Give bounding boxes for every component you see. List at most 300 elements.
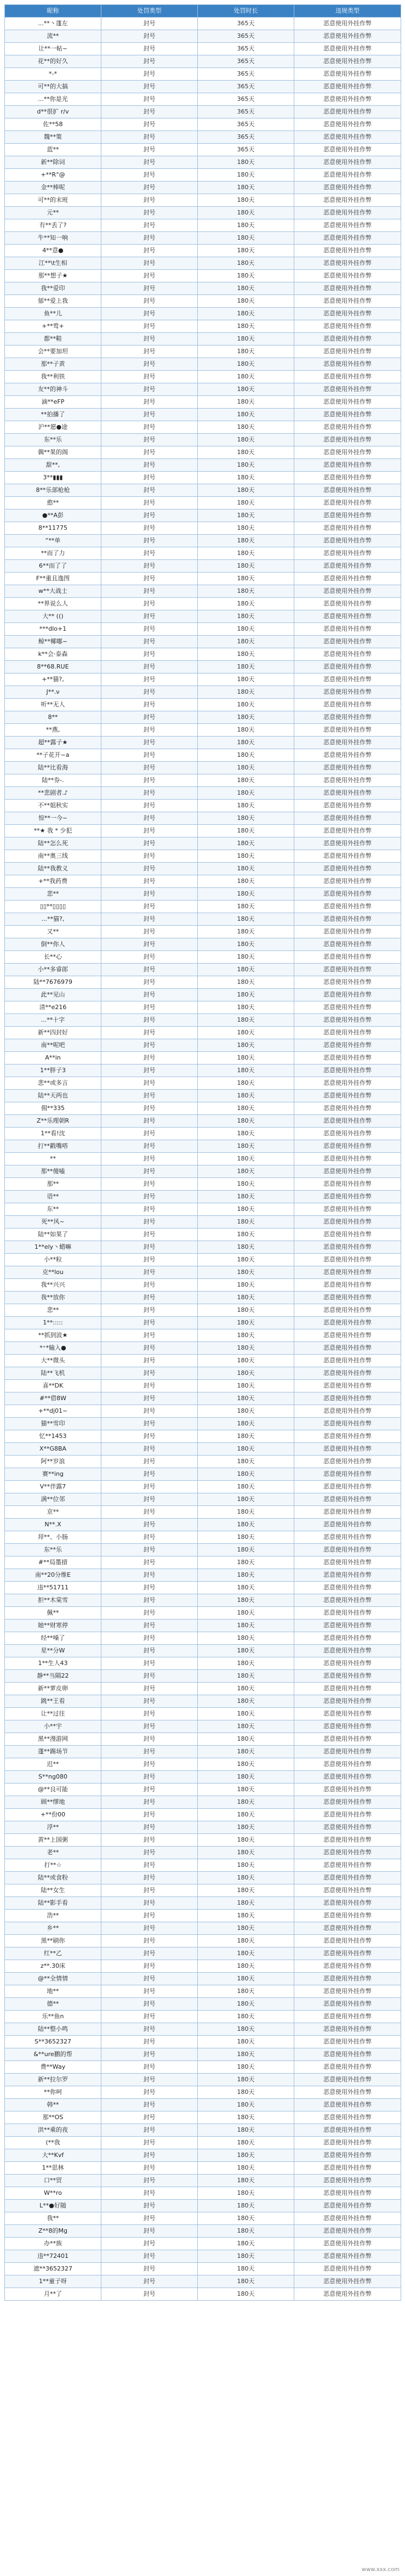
penalty-type-cell: 封号 xyxy=(101,812,198,825)
penalty-type-cell: 封号 xyxy=(101,1922,198,1935)
nickname-cell: 1**生人43 xyxy=(5,1657,101,1670)
table-row xyxy=(5,106,401,118)
violation-type-cell: 恶意使用外挂作弊 xyxy=(294,825,401,837)
table-row xyxy=(5,2074,401,2086)
nickname-cell: 猫**雪印 xyxy=(5,1418,101,1430)
table-row xyxy=(5,976,401,989)
nickname-cell: 牛**知一响 xyxy=(5,232,101,245)
nickname-cell: 东**乐 xyxy=(5,1544,101,1556)
penalty-duration-cell: 180天 xyxy=(198,1178,294,1191)
nickname-cell: N**.X xyxy=(5,1519,101,1531)
table-row xyxy=(5,1620,401,1632)
penalty-duration-cell: 180天 xyxy=(198,1695,294,1708)
violation-type-cell: 恶意使用外挂作弊 xyxy=(294,1065,401,1077)
table-row xyxy=(5,875,401,888)
penalty-duration-cell: 180天 xyxy=(198,2187,294,2200)
nickname-cell: 滴**eFP xyxy=(5,396,101,409)
violation-type-cell: 恶意使用外挂作弊 xyxy=(294,1506,401,1519)
table-row xyxy=(5,55,401,68)
penalty-type-cell: 封号 xyxy=(101,1657,198,1670)
penalty-duration-cell: 180天 xyxy=(198,522,294,535)
violation-type-cell: 恶意使用外挂作弊 xyxy=(294,131,401,144)
nickname-cell: A**in xyxy=(5,1052,101,1065)
penalty-type-cell: 封号 xyxy=(101,724,198,737)
violation-type-cell: 恶意使用外挂作弊 xyxy=(294,68,401,81)
violation-type-cell: 恶意使用外挂作弊 xyxy=(294,1052,401,1065)
violation-type-cell: 恶意使用外挂作弊 xyxy=(294,2275,401,2288)
penalty-type-cell: 封号 xyxy=(101,976,198,989)
penalty-duration-cell: 180天 xyxy=(198,295,294,308)
penalty-type-cell: 封号 xyxy=(101,1443,198,1456)
penalty-type-cell: 封号 xyxy=(101,1796,198,1809)
penalty-duration-cell: 180天 xyxy=(198,2175,294,2187)
nickname-cell: 东**乐 xyxy=(5,434,101,446)
table-row xyxy=(5,749,401,762)
violation-type-cell: 恶意使用外挂作弊 xyxy=(294,106,401,118)
penalty-duration-cell: 180天 xyxy=(198,1771,294,1784)
table-row xyxy=(5,18,401,30)
nickname-cell: 友**的神斗 xyxy=(5,383,101,396)
table-row xyxy=(5,2011,401,2023)
penalty-duration-cell: 180天 xyxy=(198,1531,294,1544)
violation-type-cell: 恶意使用外挂作弊 xyxy=(294,2263,401,2275)
nickname-cell: 江**\t生相 xyxy=(5,257,101,270)
penalty-type-cell: 封号 xyxy=(101,459,198,472)
nickname-cell: ●**A彭 xyxy=(5,509,101,522)
penalty-type-cell: 封号 xyxy=(101,522,198,535)
penalty-duration-cell: 180天 xyxy=(198,459,294,472)
nickname-cell: 星**分W xyxy=(5,1645,101,1657)
penalty-duration-cell: 180天 xyxy=(198,245,294,257)
violation-type-cell: 恶意使用外挂作弊 xyxy=(294,938,401,951)
table-row xyxy=(5,573,401,585)
penalty-duration-cell: 180天 xyxy=(198,1102,294,1115)
violation-type-cell: 恶意使用外挂作弊 xyxy=(294,1910,401,1922)
penalty-type-cell: 封号 xyxy=(101,245,198,257)
penalty-duration-cell: 180天 xyxy=(198,1708,294,1720)
nickname-cell: ...**丶蓬左 xyxy=(5,18,101,30)
penalty-duration-cell: 180天 xyxy=(198,1998,294,2011)
penalty-duration-cell: 180天 xyxy=(198,2137,294,2149)
nickname-cell: 陆**怎么死 xyxy=(5,837,101,850)
violation-type-cell: 恶意使用外挂作弊 xyxy=(294,636,401,648)
penalty-duration-cell: 180天 xyxy=(198,1329,294,1342)
penalty-duration-cell: 180天 xyxy=(198,1052,294,1065)
penalty-type-cell: 封号 xyxy=(101,383,198,396)
penalty-type-cell: 封号 xyxy=(101,2263,198,2275)
violation-type-cell: 恶意使用外挂作弊 xyxy=(294,610,401,623)
violation-type-cell: 恶意使用外挂作弊 xyxy=(294,2086,401,2099)
nickname-cell: 黑**漫游网 xyxy=(5,1733,101,1746)
penalty-duration-cell: 180天 xyxy=(198,2162,294,2175)
penalty-type-cell: 封号 xyxy=(101,1998,198,2011)
nickname-cell: 长**心 xyxy=(5,951,101,964)
violation-type-cell: 恶意使用外挂作弊 xyxy=(294,1746,401,1758)
penalty-type-cell: 封号 xyxy=(101,1392,198,1405)
violation-type-cell: 恶意使用外挂作弊 xyxy=(294,547,401,560)
penalty-duration-cell: 180天 xyxy=(198,2111,294,2124)
violation-type-cell: 恶意使用外挂作弊 xyxy=(294,358,401,371)
violation-type-cell: 恶意使用外挂作弊 xyxy=(294,1165,401,1178)
penalty-type-cell: 封号 xyxy=(101,661,198,673)
penalty-type-cell: 封号 xyxy=(101,2275,198,2288)
penalty-type-cell: 封号 xyxy=(101,1090,198,1102)
penalty-type-cell: 封号 xyxy=(101,711,198,724)
penalty-duration-cell: 180天 xyxy=(198,2275,294,2288)
table-row xyxy=(5,1796,401,1809)
violation-type-cell: 恶意使用外挂作弊 xyxy=(294,1090,401,1102)
table-row xyxy=(5,926,401,938)
penalty-duration-cell: 180天 xyxy=(198,1493,294,1506)
violation-type-cell: 恶意使用外挂作弊 xyxy=(294,371,401,383)
violation-type-cell: 恶意使用外挂作弊 xyxy=(294,837,401,850)
violation-type-cell: 恶意使用外挂作弊 xyxy=(294,1821,401,1834)
table-row xyxy=(5,1443,401,1456)
violation-type-cell: 恶意使用外挂作弊 xyxy=(294,1430,401,1443)
penalty-type-cell: 封号 xyxy=(101,106,198,118)
nickname-cell: 小**宇 xyxy=(5,1720,101,1733)
penalty-duration-cell: 180天 xyxy=(198,774,294,787)
violation-type-cell: 恶意使用外挂作弊 xyxy=(294,522,401,535)
violation-type-cell: 恶意使用外挂作弊 xyxy=(294,1998,401,2011)
table-row xyxy=(5,156,401,169)
table-row xyxy=(5,409,401,421)
nickname-cell: 让**过往 xyxy=(5,1708,101,1720)
table-row xyxy=(5,2149,401,2162)
penalty-duration-cell: 365天 xyxy=(198,144,294,156)
nickname-cell: 月**了 xyxy=(5,2288,101,2301)
penalty-type-cell: 封号 xyxy=(101,1670,198,1683)
penalty-duration-cell: 180天 xyxy=(198,346,294,358)
penalty-type-cell: 封号 xyxy=(101,2175,198,2187)
nickname-cell: ** xyxy=(5,1153,101,1165)
penalty-duration-cell: 180天 xyxy=(198,648,294,661)
violation-type-cell: 恶意使用外挂作弊 xyxy=(294,1418,401,1430)
penalty-duration-cell: 180天 xyxy=(198,1960,294,1973)
table-row xyxy=(5,2275,401,2288)
nickname-cell: 蓝** xyxy=(5,144,101,156)
table-row xyxy=(5,2023,401,2036)
penalty-duration-cell: 180天 xyxy=(198,989,294,1001)
table-row xyxy=(5,1077,401,1090)
table-row xyxy=(5,1847,401,1859)
table-row xyxy=(5,1216,401,1228)
penalty-duration-cell: 180天 xyxy=(198,1077,294,1090)
violation-type-cell: 恶意使用外挂作弊 xyxy=(294,81,401,93)
table-row xyxy=(5,1342,401,1355)
table-row xyxy=(5,68,401,81)
penalty-duration-cell: 180天 xyxy=(198,686,294,699)
table-row xyxy=(5,1821,401,1834)
table-row xyxy=(5,2099,401,2111)
table-row xyxy=(5,1998,401,2011)
table-row xyxy=(5,1897,401,1910)
violation-type-cell: 恶意使用外挂作弊 xyxy=(294,1973,401,1985)
table-row xyxy=(5,1947,401,1960)
violation-type-cell: 恶意使用外挂作弊 xyxy=(294,1645,401,1657)
violation-type-cell: 恶意使用外挂作弊 xyxy=(294,156,401,169)
penalty-duration-cell: 180天 xyxy=(198,1392,294,1405)
nickname-cell: 喜**DK xyxy=(5,1380,101,1392)
violation-type-cell: 恶意使用外挂作弊 xyxy=(294,812,401,825)
nickname-cell: **拍播了 xyxy=(5,409,101,421)
penalty-duration-cell: 180天 xyxy=(198,1645,294,1657)
penalty-type-cell: 封号 xyxy=(101,2200,198,2212)
nickname-cell: 那**OS xyxy=(5,2111,101,2124)
violation-type-cell: 恶意使用外挂作弊 xyxy=(294,2099,401,2111)
penalty-duration-cell: 180天 xyxy=(198,1834,294,1847)
table-row xyxy=(5,1544,401,1556)
violation-type-cell: 恶意使用外挂作弊 xyxy=(294,2250,401,2263)
nickname-cell: k**会·泰森 xyxy=(5,648,101,661)
penalty-duration-cell: 180天 xyxy=(198,749,294,762)
penalty-duration-cell: 180天 xyxy=(198,1014,294,1027)
violation-type-cell: 恶意使用外挂作弊 xyxy=(294,1191,401,1203)
violation-type-cell: 恶意使用外挂作弊 xyxy=(294,1708,401,1720)
penalty-type-cell: 封号 xyxy=(101,1140,198,1153)
nickname-cell: 沪**愿●途 xyxy=(5,421,101,434)
penalty-duration-cell: 180天 xyxy=(198,358,294,371)
table-row xyxy=(5,636,401,648)
violation-type-cell: 恶意使用外挂作弊 xyxy=(294,1733,401,1746)
table-row xyxy=(5,1065,401,1077)
nickname-cell: z**.30床 xyxy=(5,1960,101,1973)
penalty-type-cell: 封号 xyxy=(101,1569,198,1582)
table-row xyxy=(5,1405,401,1418)
violation-type-cell: 恶意使用外挂作弊 xyxy=(294,1355,401,1367)
violation-type-cell: 恶意使用外挂作弊 xyxy=(294,711,401,724)
penalty-type-cell: 封号 xyxy=(101,749,198,762)
nickname-cell: **抓到波★ xyxy=(5,1329,101,1342)
table-row xyxy=(5,1809,401,1821)
penalty-duration-cell: 180天 xyxy=(198,1367,294,1380)
nickname-cell: *-* xyxy=(5,68,101,81)
table-row xyxy=(5,93,401,106)
penalty-duration-cell: 365天 xyxy=(198,18,294,30)
penalty-type-cell: 封号 xyxy=(101,1556,198,1569)
penalty-type-cell: 封号 xyxy=(101,1910,198,1922)
nickname-cell: 3**▮▮▮ xyxy=(5,472,101,484)
nickname-cell: V**伴露7 xyxy=(5,1481,101,1493)
penalty-type-cell: 封号 xyxy=(101,1329,198,1342)
nickname-cell: 陆**7676979 xyxy=(5,976,101,989)
penalty-duration-cell: 180天 xyxy=(198,446,294,459)
nickname-cell: Z**乐理朝R xyxy=(5,1115,101,1128)
penalty-type-cell: 封号 xyxy=(101,1418,198,1430)
nickname-cell: 1**童子呀 xyxy=(5,2275,101,2288)
nickname-cell: **燕, xyxy=(5,724,101,737)
penalty-type-cell: 封号 xyxy=(101,2074,198,2086)
penalty-duration-cell: 180天 xyxy=(198,1266,294,1279)
table-row xyxy=(5,1733,401,1746)
violation-type-cell: 恶意使用外挂作弊 xyxy=(294,1153,401,1165)
violation-type-cell: 恶意使用外挂作弊 xyxy=(294,1392,401,1405)
table-row xyxy=(5,371,401,383)
penalty-duration-cell: 180天 xyxy=(198,1430,294,1443)
penalty-type-cell: 封号 xyxy=(101,585,198,598)
violation-type-cell: 恶意使用外挂作弊 xyxy=(294,737,401,749)
header-nickname: 昵称 xyxy=(5,5,101,18)
nickname-cell: 陆**整小鸣 xyxy=(5,2023,101,2036)
nickname-cell: W**ro xyxy=(5,2187,101,2200)
penalty-type-cell: 封号 xyxy=(101,1001,198,1014)
penalty-type-cell: 封号 xyxy=(101,2011,198,2023)
penalty-type-cell: 封号 xyxy=(101,1165,198,1178)
penalty-type-cell: 封号 xyxy=(101,18,198,30)
penalty-duration-cell: 180天 xyxy=(198,1456,294,1468)
penalty-type-cell: 封号 xyxy=(101,863,198,875)
penalty-type-cell: 封号 xyxy=(101,1367,198,1380)
table-row xyxy=(5,737,401,749)
nickname-cell: 老** xyxy=(5,1847,101,1859)
penalty-type-cell: 封号 xyxy=(101,623,198,636)
penalty-type-cell: 封号 xyxy=(101,888,198,901)
nickname-cell: 8**乐部枪枪 xyxy=(5,484,101,497)
table-row xyxy=(5,1695,401,1708)
table-row xyxy=(5,1708,401,1720)
table-row xyxy=(5,774,401,787)
penalty-type-cell: 封号 xyxy=(101,484,198,497)
penalty-duration-cell: 180天 xyxy=(198,409,294,421)
penalty-type-cell: 封号 xyxy=(101,1342,198,1355)
table-row xyxy=(5,610,401,623)
nickname-cell: 新**四封好 xyxy=(5,1027,101,1039)
nickname-cell: 清**e216 xyxy=(5,1001,101,1014)
penalty-duration-cell: 180天 xyxy=(198,1821,294,1834)
table-row xyxy=(5,888,401,901)
violation-type-cell: 恶意使用外挂作弊 xyxy=(294,1367,401,1380)
nickname-cell: 陆**天两也 xyxy=(5,1090,101,1102)
nickname-cell: 语** xyxy=(5,1191,101,1203)
nickname-cell: ...**十字 xyxy=(5,1014,101,1027)
nickname-cell: 1**::::: xyxy=(5,1317,101,1329)
table-row xyxy=(5,1241,401,1254)
table-row xyxy=(5,1960,401,1973)
nickname-cell: 甜**, xyxy=(5,459,101,472)
penalty-duration-cell: 180天 xyxy=(198,1443,294,1456)
violation-type-cell: 恶意使用外挂作弊 xyxy=(294,1884,401,1897)
penalty-duration-cell: 180天 xyxy=(198,1317,294,1329)
penalty-type-cell: 封号 xyxy=(101,2061,198,2074)
violation-type-cell: 恶意使用外挂作弊 xyxy=(294,2149,401,2162)
penalty-duration-cell: 180天 xyxy=(198,1683,294,1695)
nickname-cell: 那** xyxy=(5,1178,101,1191)
penalty-list xyxy=(4,4,401,2301)
nickname-cell: 办**族 xyxy=(5,2238,101,2250)
table-row xyxy=(5,1985,401,1998)
table-row xyxy=(5,2263,401,2275)
nickname-cell: ▯▯**▯▯▯▯ xyxy=(5,901,101,913)
nickname-cell: S**3652327 xyxy=(5,2036,101,2048)
violation-type-cell: 恶意使用外挂作弊 xyxy=(294,1405,401,1418)
penalty-type-cell: 封号 xyxy=(101,1683,198,1695)
nickname-cell: 大** (() xyxy=(5,610,101,623)
table-row xyxy=(5,169,401,182)
violation-type-cell: 恶意使用外挂作弊 xyxy=(294,1947,401,1960)
penalty-duration-cell: 180天 xyxy=(198,812,294,825)
penalty-type-cell: 封号 xyxy=(101,144,198,156)
table-row xyxy=(5,1556,401,1569)
violation-type-cell: 恶意使用外挂作弊 xyxy=(294,1292,401,1304)
penalty-duration-cell: 180天 xyxy=(198,1985,294,1998)
penalty-duration-cell: 180天 xyxy=(198,1947,294,1960)
nickname-cell: 会**要加坦 xyxy=(5,346,101,358)
nickname-cell: @**良可能 xyxy=(5,1784,101,1796)
nickname-cell: 死**风~ xyxy=(5,1216,101,1228)
table-row xyxy=(5,623,401,636)
table-row xyxy=(5,1367,401,1380)
table-row xyxy=(5,1014,401,1027)
table-row xyxy=(5,270,401,282)
violation-type-cell: 恶意使用外挂作弊 xyxy=(294,1254,401,1266)
penalty-duration-cell: 180天 xyxy=(198,1809,294,1821)
table-row xyxy=(5,232,401,245)
violation-type-cell: 恶意使用外挂作弊 xyxy=(294,749,401,762)
violation-type-cell: 恶意使用外挂作弊 xyxy=(294,1758,401,1771)
penalty-type-cell: 封号 xyxy=(101,1594,198,1607)
nickname-cell: 我**兴兴 xyxy=(5,1279,101,1292)
table-row xyxy=(5,1052,401,1065)
penalty-type-cell: 封号 xyxy=(101,1468,198,1481)
penalty-duration-cell: 180天 xyxy=(198,1279,294,1292)
nickname-cell: 8**11775 xyxy=(5,522,101,535)
violation-type-cell: 恶意使用外挂作弊 xyxy=(294,661,401,673)
violation-type-cell: 恶意使用外挂作弊 xyxy=(294,2074,401,2086)
penalty-type-cell: 封号 xyxy=(101,737,198,749)
violation-type-cell: 恶意使用外挂作弊 xyxy=(294,673,401,686)
penalty-type-cell: 封号 xyxy=(101,81,198,93)
penalty-type-cell: 封号 xyxy=(101,219,198,232)
penalty-type-cell: 封号 xyxy=(101,1266,198,1279)
nickname-cell: ...**猫?, xyxy=(5,913,101,926)
penalty-type-cell: 封号 xyxy=(101,1430,198,1443)
nickname-cell: **而了力 xyxy=(5,547,101,560)
table-row xyxy=(5,560,401,573)
nickname-cell: 花**的好久 xyxy=(5,55,101,68)
nickname-cell: 遮**3652327 xyxy=(5,2263,101,2275)
nickname-cell: 东** xyxy=(5,1203,101,1216)
penalty-duration-cell: 180天 xyxy=(198,888,294,901)
nickname-cell: #**借8W xyxy=(5,1392,101,1405)
penalty-type-cell: 封号 xyxy=(101,1027,198,1039)
table-row xyxy=(5,1430,401,1443)
penalty-type-cell: 封号 xyxy=(101,2288,198,2301)
penalty-duration-cell: 180天 xyxy=(198,762,294,774)
penalty-type-cell: 封号 xyxy=(101,1708,198,1720)
violation-type-cell: 恶意使用外挂作弊 xyxy=(294,2023,401,2036)
penalty-duration-cell: 180天 xyxy=(198,2011,294,2023)
nickname-cell: 让**一帖~ xyxy=(5,43,101,55)
nickname-cell: 1**ely丶蜡嘛 xyxy=(5,1241,101,1254)
penalty-type-cell: 封号 xyxy=(101,2238,198,2250)
table-row xyxy=(5,1531,401,1544)
nickname-cell: F**重且逸图 xyxy=(5,573,101,585)
table-row xyxy=(5,2061,401,2074)
nickname-cell: ***dlo+1 xyxy=(5,623,101,636)
penalty-type-cell: 封号 xyxy=(101,446,198,459)
violation-type-cell: 恶意使用外挂作弊 xyxy=(294,2200,401,2212)
penalty-duration-cell: 180天 xyxy=(198,951,294,964)
penalty-duration-cell: 180天 xyxy=(198,2250,294,2263)
penalty-duration-cell: 180天 xyxy=(198,1001,294,1014)
penalty-duration-cell: 180天 xyxy=(198,1140,294,1153)
penalty-type-cell: 封号 xyxy=(101,1279,198,1292)
violation-type-cell: 恶意使用外挂作弊 xyxy=(294,1670,401,1683)
penalty-duration-cell: 180天 xyxy=(198,913,294,926)
violation-type-cell: 恶意使用外挂作弊 xyxy=(294,1720,401,1733)
table-row xyxy=(5,2036,401,2048)
nickname-cell: 悲**或多言 xyxy=(5,1077,101,1090)
